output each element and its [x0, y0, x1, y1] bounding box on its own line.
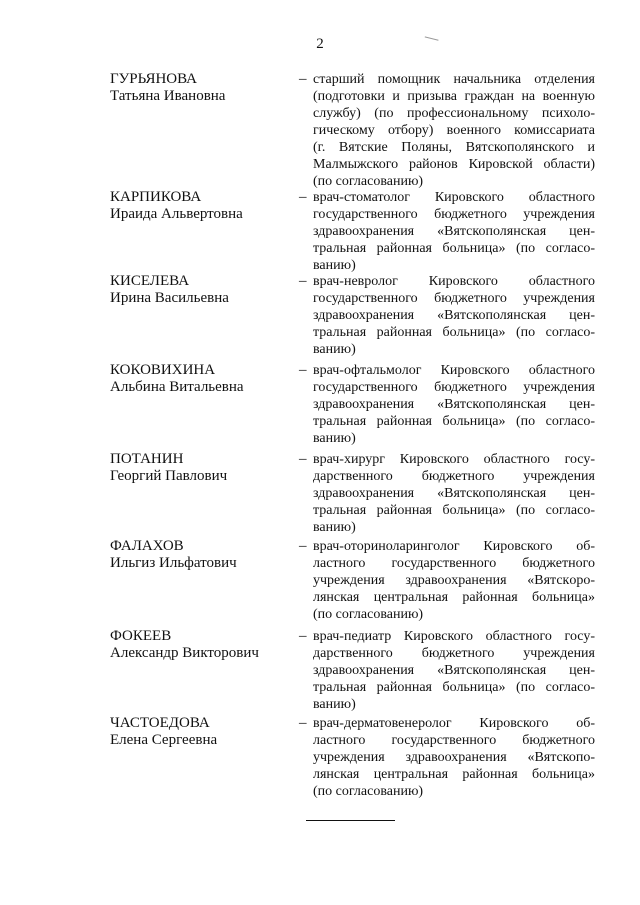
member-surname: КОКОВИХИНА [110, 362, 216, 378]
position-line: ластного государственного бюджетного [313, 556, 595, 571]
member-given-names: Александр Викторович [110, 645, 259, 661]
member-given-names: Ираида Альвертовна [110, 206, 243, 222]
position-line: лянская центральная районная больница» [313, 590, 595, 605]
position-line: здравоохранения «Вятскополянская цен- [313, 663, 595, 678]
member-name-block [110, 538, 290, 572]
entry-dash: – [299, 189, 307, 205]
member-surname: КИСЕЛЕВА [110, 273, 190, 289]
position-line: государственного бюджетного учреждения [313, 207, 595, 222]
position-line: (по согласованию) [313, 174, 424, 189]
position-line: тральная районная больница» (по согласо- [313, 503, 595, 518]
member-surname: ФАЛАХОВ [110, 538, 184, 554]
entry-dash: – [299, 362, 307, 378]
position-line: здравоохранения «Вятскополянская цен- [313, 486, 595, 501]
position-line: здравоохранения «Вятскополянская цен- [313, 308, 595, 323]
position-line: врач-стоматолог Кировского областного [313, 190, 595, 205]
member-given-names: Елена Сергеевна [110, 732, 218, 748]
position-line: тральная районная больница» (по согласо- [313, 325, 595, 340]
member-position [313, 538, 595, 623]
member-surname: ГУРЬЯНОВА [110, 71, 198, 87]
member-given-names: Ильгиз Ильфатович [110, 555, 237, 571]
position-line: здравоохранения «Вятскополянская цен- [313, 397, 595, 412]
position-line: лянская центральная районная больница» [313, 767, 595, 782]
position-line: тральная районная больница» (по согласо- [313, 680, 595, 695]
position-line: здравоохранения «Вятскополянская цен- [313, 224, 595, 239]
position-line: ластного государственного бюджетного [313, 733, 595, 748]
entry-dash: – [299, 451, 307, 467]
position-line: старший помощник начальника отделения [313, 72, 595, 87]
position-line: (подготовки и призыва граждан на военную [313, 89, 595, 104]
position-line: (по согласованию) [313, 607, 424, 622]
position-line: врач-оториноларинголог Кировского об- [313, 539, 595, 554]
member-surname: КАРПИКОВА [110, 189, 202, 205]
member-position [313, 273, 595, 358]
member-position [313, 189, 595, 274]
member-position [313, 362, 595, 447]
position-line: (г. Вятские Поляны, Вятскополянского и [313, 140, 595, 155]
member-name-block [110, 715, 290, 749]
member-name-block [110, 71, 290, 105]
position-line: учреждения здравоохранения «Вятскopo- [313, 573, 595, 588]
member-name-block [110, 628, 290, 662]
member-surname: ФОКЕЕВ [110, 628, 172, 644]
member-name-block [110, 189, 290, 223]
member-position [313, 451, 595, 536]
position-line: врач-невролог Кировского областного [313, 274, 595, 289]
position-line: (по согласованию) [313, 784, 424, 799]
member-surname: ЧАСТОЕДОВА [110, 715, 210, 731]
member-position [313, 715, 595, 800]
position-line: ванию) [313, 697, 356, 712]
position-line: врач-педиатр Кировского областного госу- [313, 629, 595, 644]
page-number: 2 [316, 36, 324, 52]
member-given-names: Ирина Васильевна [110, 290, 229, 306]
entry-dash: – [299, 71, 307, 87]
position-line: ванию) [313, 342, 356, 357]
position-line: дарственного бюджетного учреждения [313, 646, 595, 661]
position-line: ванию) [313, 258, 356, 273]
member-position [313, 628, 595, 713]
position-line: врач-дерматовенеролог Кировского об- [313, 716, 595, 731]
position-line: врач-хирург Кировского областного госу- [313, 452, 595, 467]
member-given-names: Татьяна Ивановна [110, 88, 226, 104]
entry-dash: – [299, 538, 307, 554]
position-line: тральная районная больница» (по согласо- [313, 241, 595, 256]
end-of-list-rule [306, 820, 395, 821]
position-line: ванию) [313, 431, 356, 446]
position-line: гическому отбору) военного комиссариата [313, 123, 595, 138]
member-position [313, 71, 595, 190]
member-name-block [110, 451, 290, 485]
entry-dash: – [299, 715, 307, 731]
position-line: государственного бюджетного учреждения [313, 291, 595, 306]
position-line: службу) (по профессиональному психоло- [313, 106, 595, 121]
position-line: государственного бюджетного учреждения [313, 380, 595, 395]
position-line: Малмыжского районов Кировской области) [313, 157, 595, 172]
position-line: врач-офтальмолог Кировского областного [313, 363, 595, 378]
member-given-names: Георгий Павлович [110, 468, 228, 484]
position-line: учреждения здравоохранения «Вятскопо- [313, 750, 595, 765]
member-surname: ПОТАНИН [110, 451, 184, 467]
member-name-block [110, 273, 290, 307]
position-line: тральная районная больница» (по согласо- [313, 414, 595, 429]
member-name-block [110, 362, 290, 396]
member-given-names: Альбина Витальевна [110, 379, 244, 395]
entry-dash: – [299, 628, 307, 644]
position-line: ванию) [313, 520, 356, 535]
entry-dash: – [299, 273, 307, 289]
position-line: дарственного бюджетного учреждения [313, 469, 595, 484]
